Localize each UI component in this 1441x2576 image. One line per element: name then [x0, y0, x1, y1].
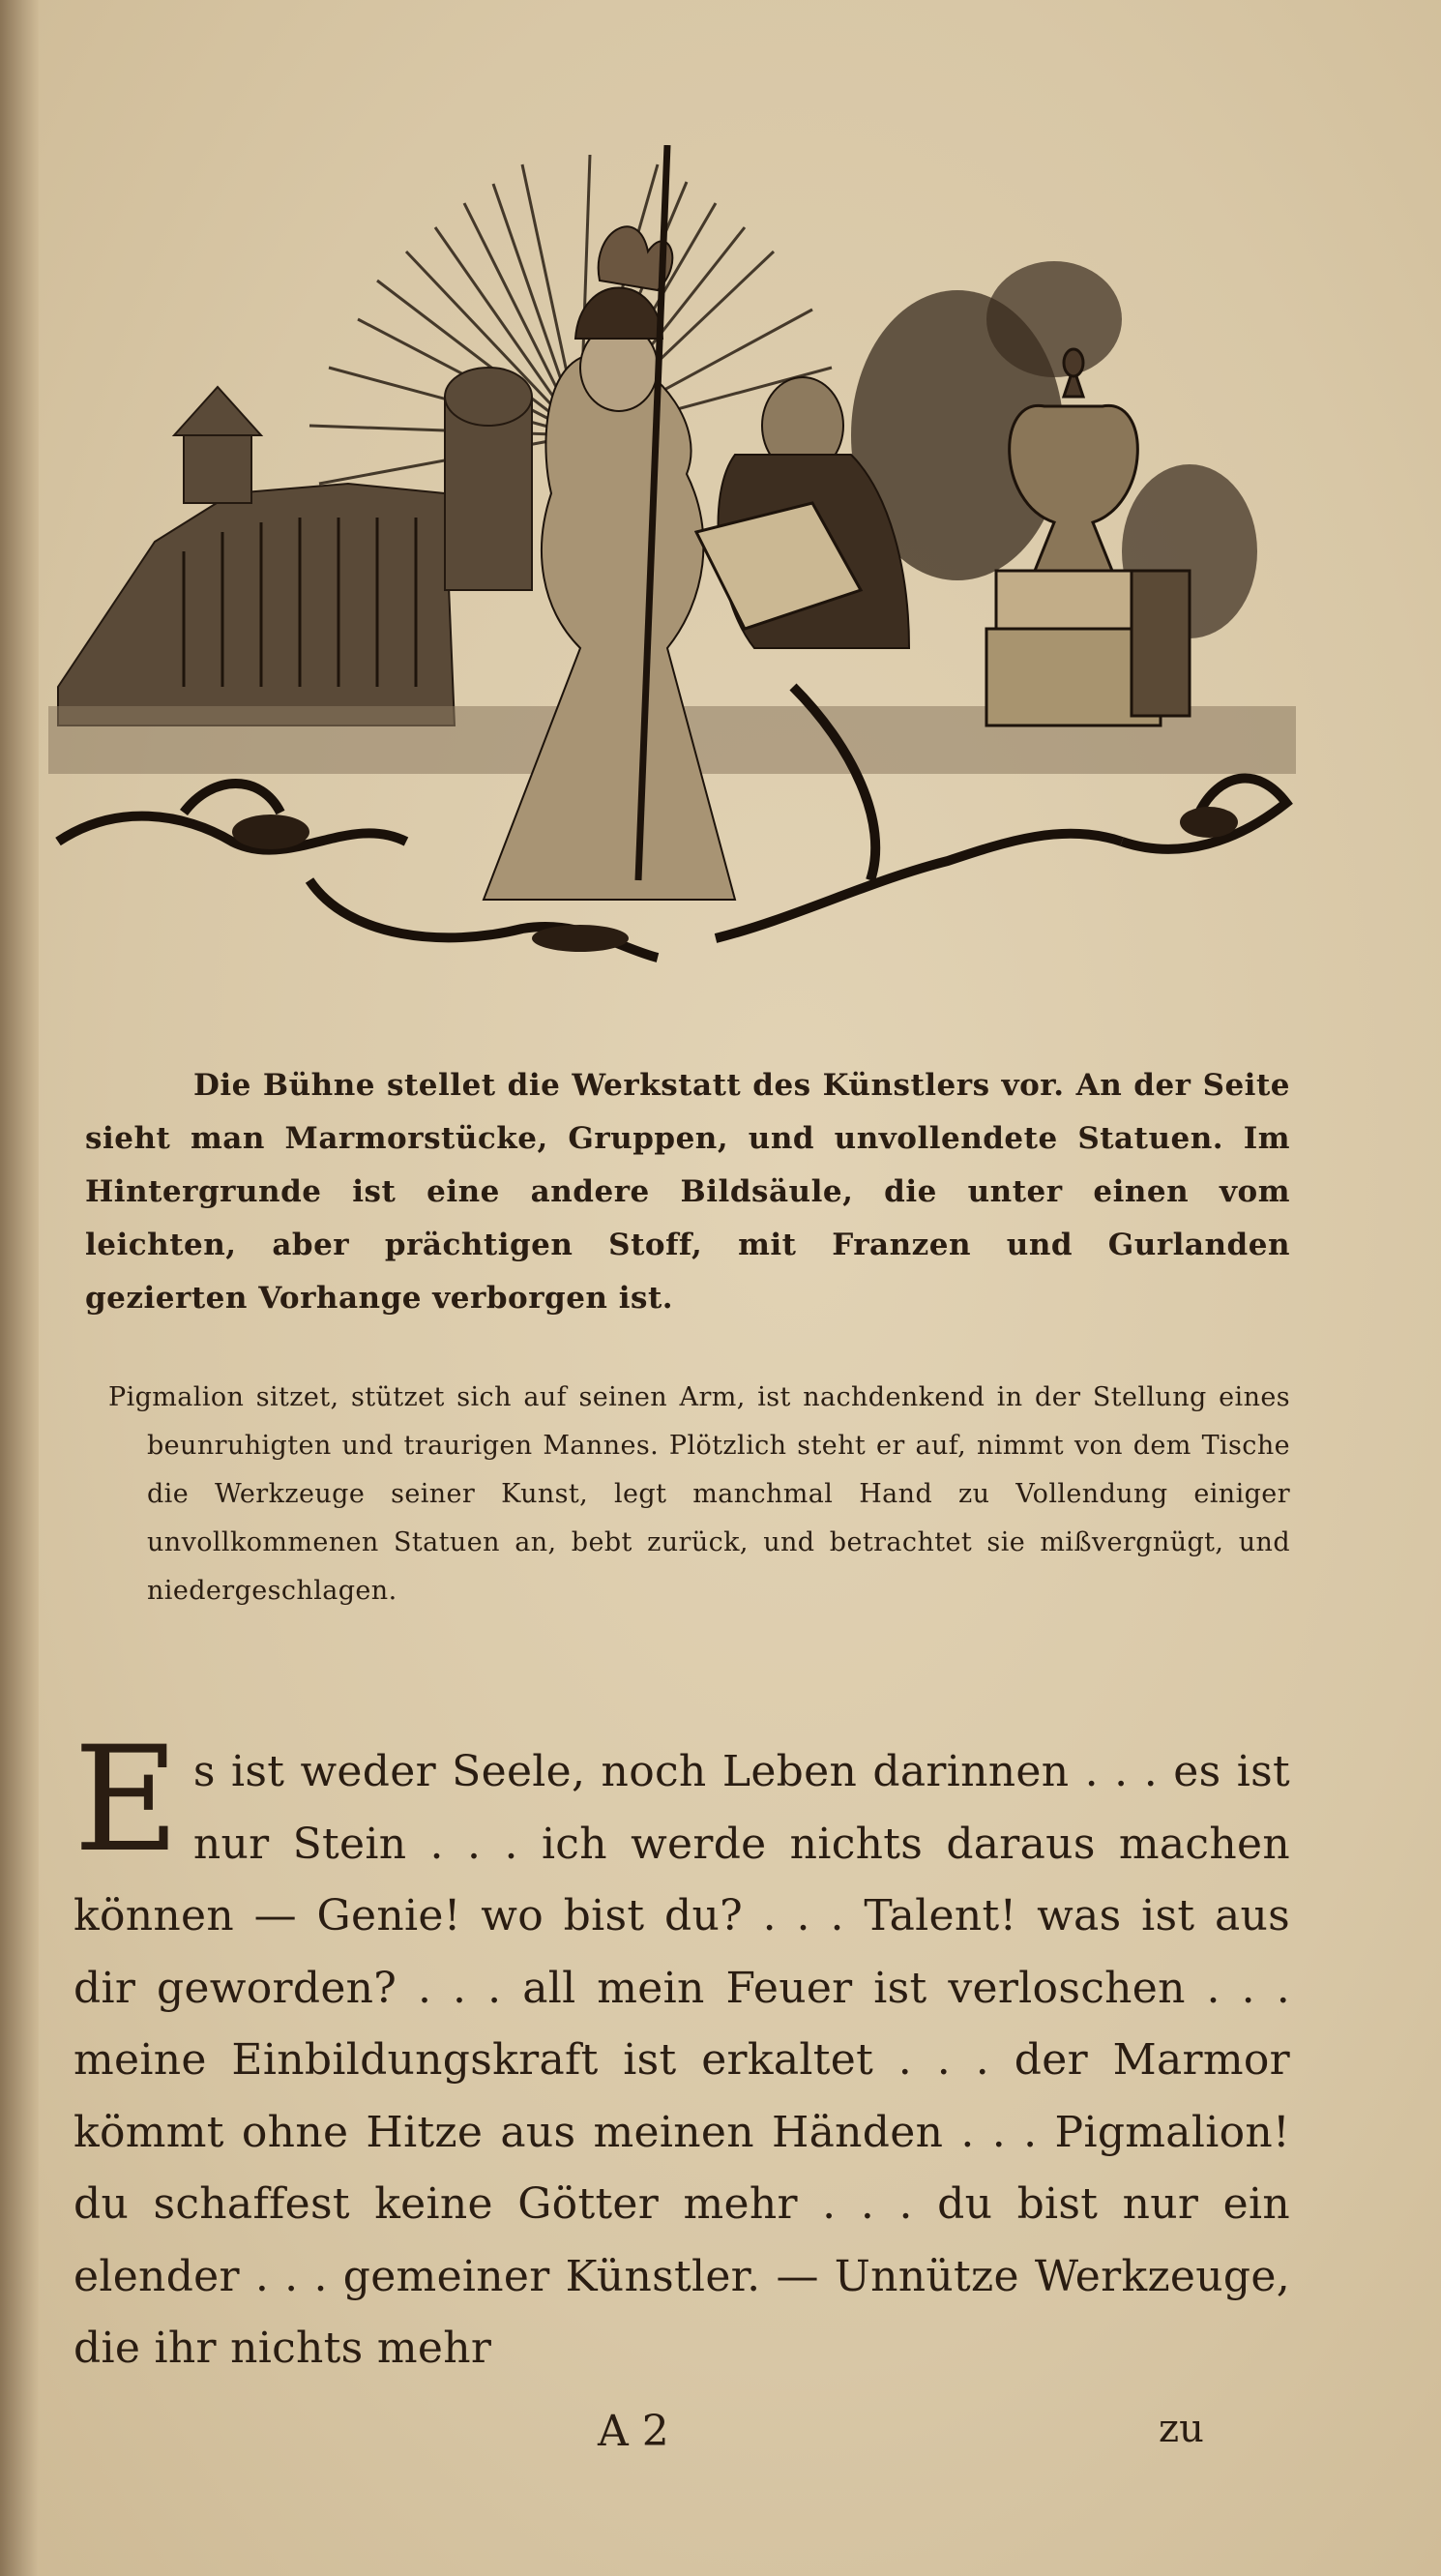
drop-capital: E [74, 1716, 180, 1884]
stage-direction-text: Die Bühne stellet die Werkstatt des Künstlers vor. An der Seite sieht man Marmorstücke, Gruppen, und unvollendete Statuen. Im Hintergrunde ist eine andere Bildsäule, die unter einen vom leichten, aber prächtigen Stoff, mit Franzen und Gurlanden gezierten Vorhange verborgen ist. [85, 1068, 1290, 1316]
monologue [74, 1716, 1290, 2385]
book-gutter [0, 0, 39, 2576]
action-direction-text: Pigmalion sitzet, stützet sich auf seinen Arm, ist nachdenkend in der Stellung eines beunruhigten und traurigen Mannes. Plötzlich steht er auf, nimmt von dem Tische die Werkzeuge seiner Kunst, legt manchmal Hand zu Vollendung einiger unvollkommenen Statuen an, bebt zurück, und betrachtet sie mißvergnügt, und niedergeschlagen. [108, 1382, 1290, 1606]
signature-mark: A 2 [598, 2407, 669, 2456]
stage-direction [85, 1059, 1290, 1325]
action-direction [108, 1374, 1290, 1615]
monologue-text: s ist weder Seele, noch Leben darinnen . . . es ist nur Stein . . . ich werde nichts daraus machen können — Genie! wo bist du? . . . Talent! was ist aus dir geworden? . . . all mein Feuer ist verloschen . . . meine Einbildungskraft ist erkaltet . . . der Marmor kömmt ohne Hitze aus meinen Händen . . . Pigmalion! du schaffest keine Götter mehr . . . du bist nur ein elender . . . gemeiner Künstler. — Unnütze Werkzeuge, die ihr nichts mehr [74, 1747, 1290, 2373]
catchword: zu [1159, 2407, 1204, 2451]
engraved-vignette [39, 145, 1306, 987]
